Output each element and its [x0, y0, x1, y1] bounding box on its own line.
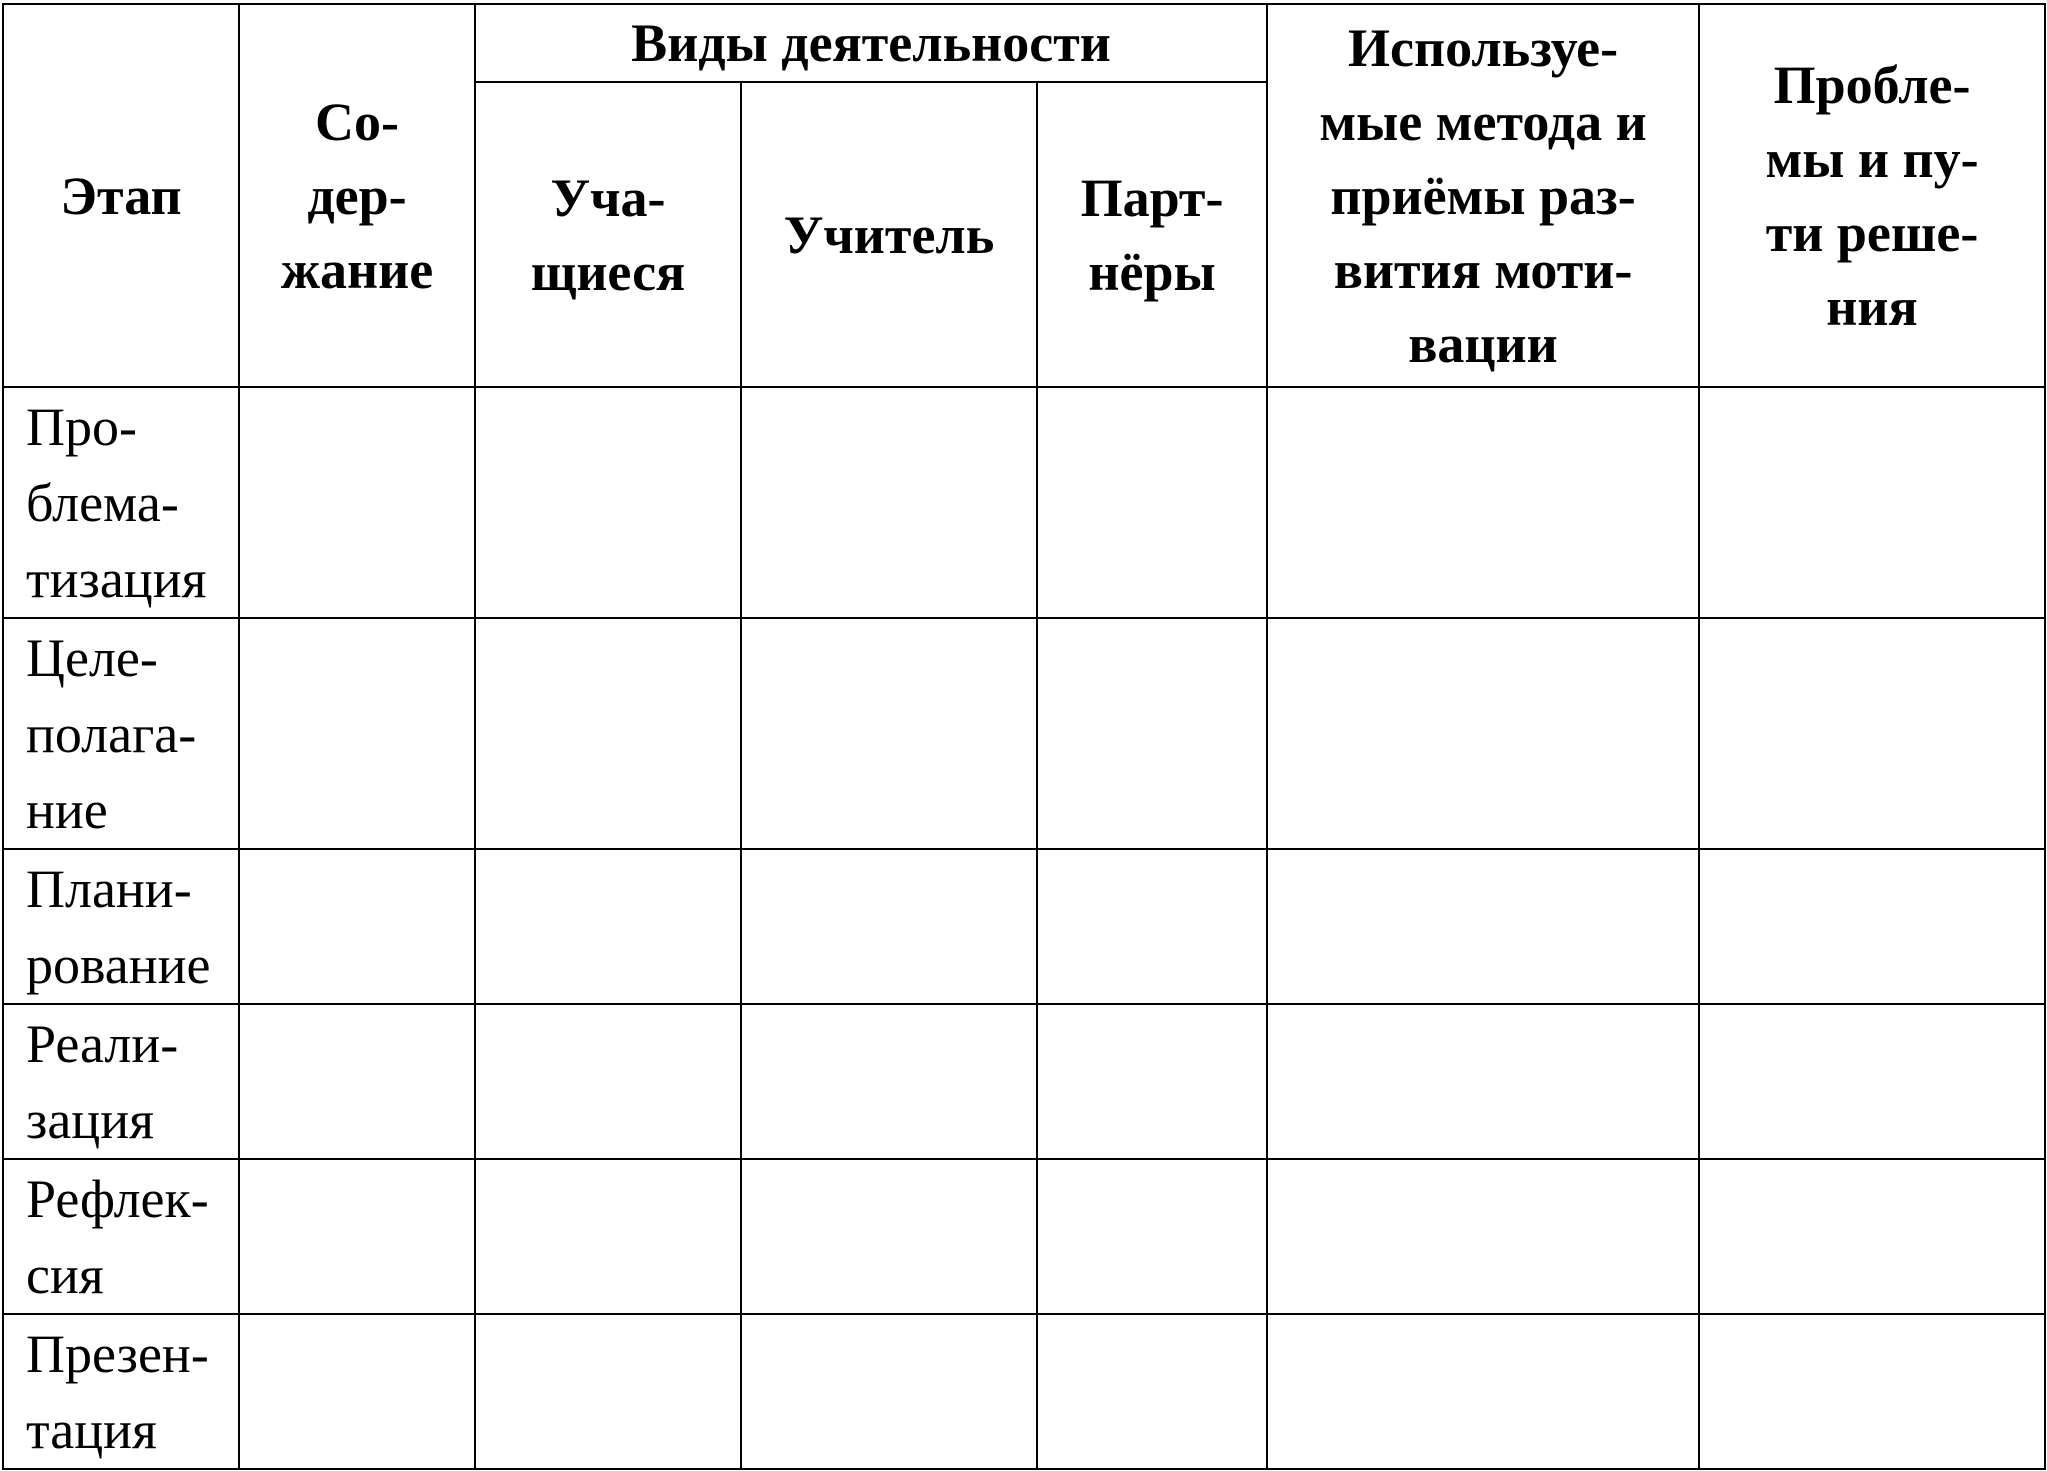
- problems-cell: [1699, 1159, 2045, 1314]
- stage-cell: Рефлек- сия: [3, 1159, 239, 1314]
- content-cell: [239, 849, 475, 1004]
- methods-cell: [1267, 1314, 1699, 1469]
- problems-cell: [1699, 1004, 2045, 1159]
- teacher-cell: [741, 618, 1037, 849]
- partners-cell: [1037, 387, 1267, 618]
- header-students: Уча- щиеся: [475, 82, 741, 387]
- table-row: [3, 387, 2045, 618]
- table-row: [3, 1314, 2045, 1469]
- partners-cell: [1037, 1159, 1267, 1314]
- table-row: [3, 1159, 2045, 1314]
- students-cell: [475, 1314, 741, 1469]
- students-cell: [475, 618, 741, 849]
- table-row: [3, 1004, 2045, 1159]
- header-row-top: [3, 4, 2045, 82]
- partners-cell: [1037, 1004, 1267, 1159]
- partners-cell: [1037, 849, 1267, 1004]
- header-stage: Этап: [3, 4, 239, 387]
- content-cell: [239, 1004, 475, 1159]
- methods-cell: [1267, 1004, 1699, 1159]
- teacher-cell: [741, 1314, 1037, 1469]
- header-content: Со- дер- жание: [239, 4, 475, 387]
- stage-cell: Целе- полага- ние: [3, 618, 239, 849]
- content-cell: [239, 618, 475, 849]
- header-methods: Используе- мые метода и приёмы раз- вития моти- вации: [1267, 4, 1699, 387]
- header-activity-group: Виды деятельности: [475, 4, 1267, 82]
- problems-cell: [1699, 618, 2045, 849]
- content-cell: [239, 1159, 475, 1314]
- content-cell: [239, 387, 475, 618]
- partners-cell: [1037, 1314, 1267, 1469]
- stages-table: [2, 3, 2046, 1470]
- content-cell: [239, 1314, 475, 1469]
- header-partners: Парт- нёры: [1037, 82, 1267, 387]
- header-problems: Пробле- мы и пу- ти реше- ния: [1699, 4, 2045, 387]
- stage-cell: Презен- тация: [3, 1314, 239, 1469]
- partners-cell: [1037, 618, 1267, 849]
- problems-cell: [1699, 1314, 2045, 1469]
- teacher-cell: [741, 387, 1037, 618]
- stage-cell: Плани- рование: [3, 849, 239, 1004]
- students-cell: [475, 849, 741, 1004]
- students-cell: [475, 387, 741, 618]
- methods-cell: [1267, 849, 1699, 1004]
- table-row: [3, 849, 2045, 1004]
- methods-cell: [1267, 1159, 1699, 1314]
- students-cell: [475, 1159, 741, 1314]
- stage-cell: Реали- зация: [3, 1004, 239, 1159]
- problems-cell: [1699, 387, 2045, 618]
- teacher-cell: [741, 849, 1037, 1004]
- teacher-cell: [741, 1159, 1037, 1314]
- methods-cell: [1267, 387, 1699, 618]
- problems-cell: [1699, 849, 2045, 1004]
- stage-cell: Про- блема- тизация: [3, 387, 239, 618]
- methods-cell: [1267, 618, 1699, 849]
- students-cell: [475, 1004, 741, 1159]
- header-teacher: Учитель: [741, 82, 1037, 387]
- table-row: [3, 618, 2045, 849]
- teacher-cell: [741, 1004, 1037, 1159]
